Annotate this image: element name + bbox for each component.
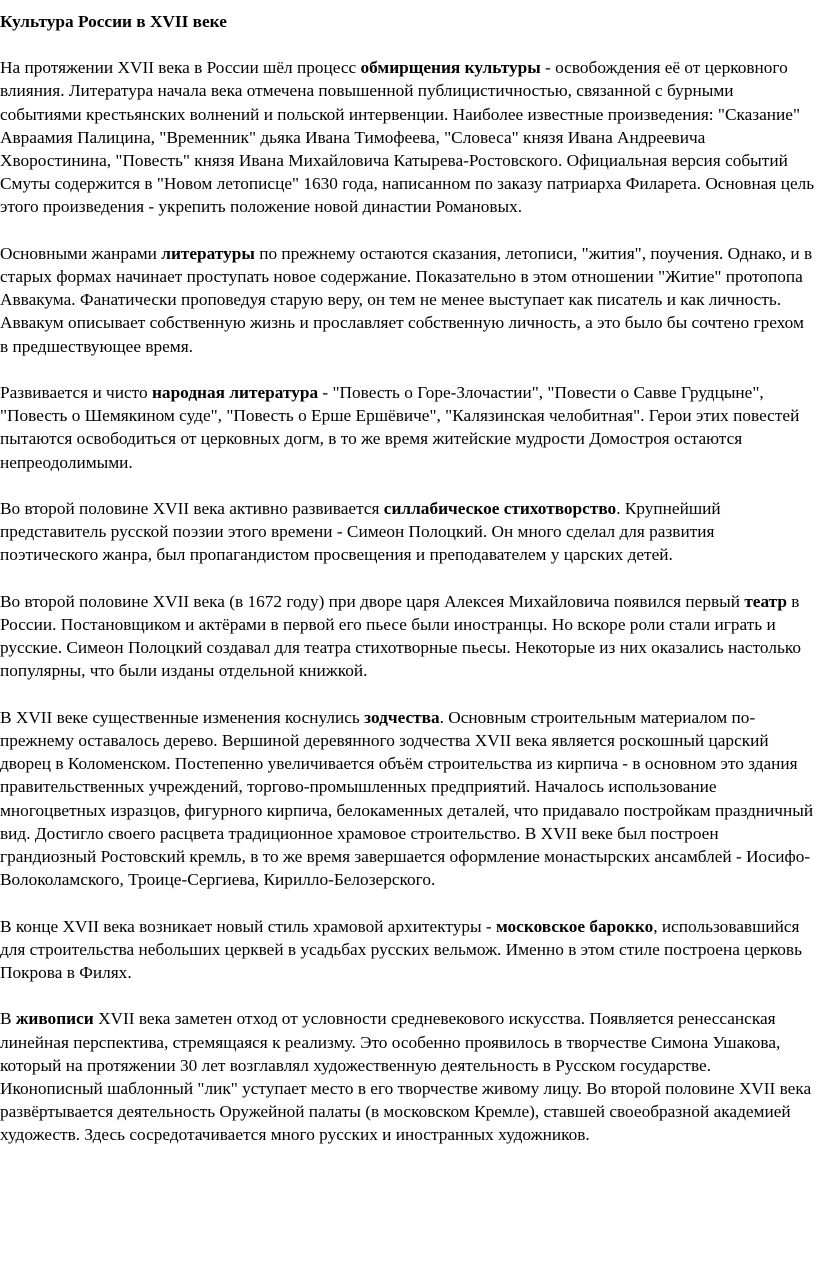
bold-term: живописи — [15, 1009, 94, 1029]
document-title: Культура России в XVII веке — [0, 12, 227, 31]
bold-term: силлабическое стихотворство — [383, 499, 617, 519]
paragraph-syllabic-poetry — [0, 497, 816, 567]
paragraph-theatre — [0, 590, 816, 683]
paragraph-folk-literature — [0, 381, 816, 474]
paragraph-literature — [0, 242, 816, 358]
paragraph-text: - освобождения её от церковного влияния. Литература начала века отмечена повышенной публицистичностью, связанной с бурными событиями крестьянских волнений и польской интервенции. Наиболее известные произведения: "Сказание" Авраамия Палицина, "Временник" дьяка Ивана Тимофеева, "Словеса" князя Ивана Андреевича Хворостинина, "Повесть" князя Ивана Михайловича Катырева-Ростовского. Официальная версия событий Смуты содержится в "Новом летописце" 1630 года, написанном по заказу патриарха Филарета. Основная цель этого произведения - укрепить положение новой династии Романовых. — [0, 58, 815, 217]
bold-term: народная литература — [151, 383, 319, 403]
paragraph-painting — [0, 1007, 816, 1146]
paragraph-text: по прежнему остаются сказания, летописи, "жития", поучения. Однако, и в старых формах начинает проступать новое содержание. Показательно в этом отношении "Житие" протопопа Аввакума. Фанатически проповедуя старую веру, он тем не менее выступает как писатель и как личность. Аввакум описывает собственную жизнь и прославляет собственную личность, а это было бы сочтено грехом в предшествующее время. — [0, 243, 813, 356]
paragraph-text: , использовавшийся для строительства небольших церквей в усадьбах русских вельмож. Именно в этом стиле построена церковь Покрова в Филях. — [0, 916, 802, 983]
paragraph-text: . Основным строительным материалом по-прежнему оставалось дерево. Вершиной деревянного зодчества XVII века является роскошный царский дворец в Коломенском. Постепенно увеличивается объём строительства из кирпича - в основном это здания правительственных учреждений, торгово-промышленных предприятий. Началось использование многоцветных изразцов, фигурного кирпича, белокаменных деталей, что придавало постройкам праздничный вид. Достигло своего расцвета традиционное храмовое строительство. В XVII веке был построен грандиозный Ростовский кремль, в то же время завершается оформление монастырских ансамблей - Иосифо-Волоколамского, Троице-Сергиева, Кирилло-Белозерского. — [0, 707, 814, 890]
paragraph-architecture — [0, 706, 816, 892]
paragraph-text: в России. Постановщиком и актёрами в первой его пьесе были иностранцы. Но вскоре роли стали играть и русские. Симеон Полоцкий создавал для театра стихотворные пьесы. Некоторые из них оказались настолько популярны, что были изданы отдельной книжкой. — [0, 591, 801, 681]
bold-term: московское барокко — [496, 916, 654, 936]
paragraph-moscow-baroque — [0, 915, 816, 985]
bold-term: литературы — [161, 243, 255, 263]
paragraph-text: В XVII веке существенные изменения коснулись — [0, 707, 365, 727]
paragraph-text: В конце XVII века возникает новый стиль храмовой архитектуры - — [0, 916, 496, 936]
paragraph-text: Основными жанрами — [0, 243, 162, 263]
bold-term: театр — [744, 591, 787, 611]
paragraph-text: . Крупнейший представитель русской поэзии этого времени - Симеон Полоцкий. Он много сделал для развития поэтического жанра, был пропагандистом просвещения и преподавателем у царских детей. — [0, 499, 721, 565]
paragraph-text: Развивается и чисто — [0, 383, 152, 403]
bold-term: обмирщения культуры — [360, 58, 541, 78]
paragraph-text: - "Повесть о Горе-Злочастии", "Повести о Савве Грудцыне", "Повесть о Шемякином суде", "Повесть о Ерше Ершёвиче", "Калязинская челобитная". Герои этих повестей пытаются освободиться от церковных догм, в то же время житейские мудрости Домостроя остаются непреодолимыми. — [0, 383, 800, 472]
paragraph-text: Во второй половине XVII века (в 1672 году) при дворе царя Алексея Михайловича появился первый — [0, 591, 745, 611]
paragraph-secularization — [0, 56, 816, 218]
document-page — [0, 10, 816, 1170]
paragraph-text: На протяжении XVII века в России шёл процесс — [0, 58, 361, 78]
bold-term: зодчества — [364, 707, 440, 727]
paragraph-text: XVII века заметен отход от условности средневекового искусства. Появляется ренессанская линейная перспектива, стремящаяся к реализму. Это особенно проявилось в творчестве Симона Ушакова, который на протяжении 30 лет возглавлял художественную деятельность в Русском государстве. Иконописный шаблонный "лик" уступает место в его творчестве живому лицу. Во второй половине XVII века развёртывается деятельность Оружейной палаты (в московском Кремле), ставшей своеобразной академией художеств. Здесь сосредотачивается много русских и иностранных художников. — [0, 1009, 812, 1145]
paragraph-text: Во второй половине XVII века активно развивается — [0, 499, 384, 519]
paragraph-text: В — [0, 1009, 16, 1029]
